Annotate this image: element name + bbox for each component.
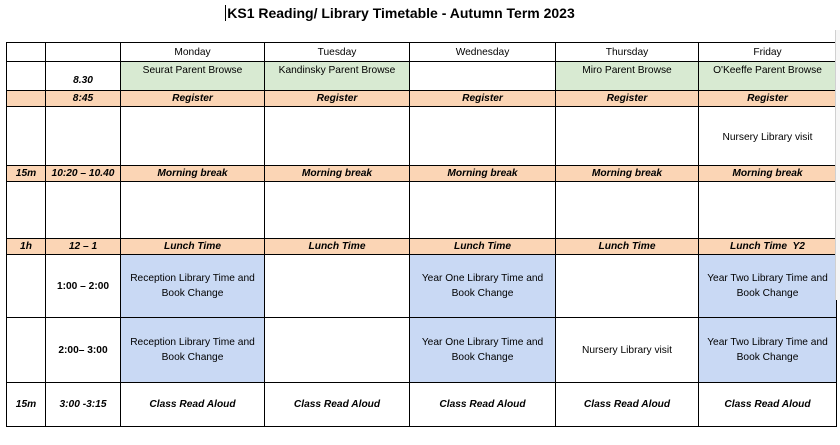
duration-cell: 15m: [7, 166, 46, 182]
activity-cell: [265, 318, 410, 383]
table-row: [7, 91, 837, 107]
table-row: [7, 318, 837, 383]
duration-cell: [7, 182, 46, 239]
activity-cell: [699, 182, 837, 239]
day-header-monday: Monday: [121, 43, 265, 62]
activity-cell: Morning break: [699, 166, 837, 182]
activity-cell: Lunch Time: [410, 239, 556, 255]
table-row: [7, 239, 837, 255]
time-cell: 8:45: [46, 91, 121, 107]
activity-cell: Class Read Aloud: [121, 383, 265, 427]
activity-cell: Register: [410, 91, 556, 107]
time-cell: 2:00– 3:00: [46, 318, 121, 383]
duration-cell: [7, 318, 46, 383]
activity-cell: Lunch Time: [556, 239, 699, 255]
day-header-friday: Friday: [699, 43, 837, 62]
activity-cell: Register: [556, 91, 699, 107]
activity-cell: Reception Library Time and Book Change: [121, 255, 265, 318]
table-row: [7, 62, 837, 91]
activity-cell: [265, 255, 410, 318]
duration-cell: [7, 62, 46, 91]
activity-cell: Seurat Parent Browse: [121, 62, 265, 91]
activity-cell: Lunch Time: [121, 239, 265, 255]
duration-cell: [7, 107, 46, 166]
activity-cell: Register: [699, 91, 837, 107]
header-blank: [46, 43, 121, 62]
activity-cell: Morning break: [265, 166, 410, 182]
activity-cell: Lunch Time Y2: [699, 239, 837, 255]
activity-cell: Class Read Aloud: [265, 383, 410, 427]
header-row: [7, 43, 837, 62]
time-cell: 3:00 -3:15: [46, 383, 121, 427]
activity-cell: Year One Library Time and Book Change: [410, 255, 556, 318]
duration-cell: [7, 255, 46, 318]
activity-cell: Nursery Library visit: [699, 107, 837, 166]
activity-cell: [265, 182, 410, 239]
activity-cell: O'Keeffe Parent Browse: [699, 62, 837, 91]
activity-cell: Class Read Aloud: [556, 383, 699, 427]
scrollbar[interactable]: [835, 30, 840, 300]
document-title: [0, 5, 800, 21]
activity-cell: Year One Library Time and Book Change: [410, 318, 556, 383]
day-header-wednesday: Wednesday: [410, 43, 556, 62]
duration-cell: [7, 91, 46, 107]
activity-cell: Class Read Aloud: [699, 383, 837, 427]
activity-cell: Class Read Aloud: [410, 383, 556, 427]
time-cell: 8.30: [46, 62, 121, 91]
table-row: [7, 255, 837, 318]
activity-cell: Reception Library Time and Book Change: [121, 318, 265, 383]
activity-cell: Year Two Library Time and Book Change: [699, 255, 837, 318]
time-cell: [46, 107, 121, 166]
activity-cell: Miro Parent Browse: [556, 62, 699, 91]
activity-cell: [121, 182, 265, 239]
table-row: [7, 383, 837, 427]
activity-cell: Year Two Library Time and Book Change: [699, 318, 837, 383]
activity-cell: [556, 107, 699, 166]
title-text: KS1 Reading/ Library Timetable - Autumn Term 2023: [227, 5, 575, 21]
time-cell: 12 – 1: [46, 239, 121, 255]
activity-cell: Morning break: [121, 166, 265, 182]
activity-cell: Register: [121, 91, 265, 107]
activity-cell: [265, 107, 410, 166]
time-cell: 1:00 – 2:00: [46, 255, 121, 318]
activity-cell: [556, 182, 699, 239]
activity-cell: [556, 255, 699, 318]
time-cell: [46, 182, 121, 239]
activity-cell: [121, 107, 265, 166]
activity-cell: Morning break: [556, 166, 699, 182]
activity-cell: Register: [265, 91, 410, 107]
activity-cell: [410, 182, 556, 239]
activity-cell: [410, 62, 556, 91]
time-cell: 10:20 – 10.40: [46, 166, 121, 182]
day-header-tuesday: Tuesday: [265, 43, 410, 62]
table-row: [7, 107, 837, 166]
table-row: [7, 182, 837, 239]
duration-cell: 15m: [7, 383, 46, 427]
activity-cell: Morning break: [410, 166, 556, 182]
activity-cell: [410, 107, 556, 166]
activity-cell: Nursery Library visit: [556, 318, 699, 383]
activity-cell: Lunch Time: [265, 239, 410, 255]
header-blank: [7, 43, 46, 62]
activity-cell: Kandinsky Parent Browse: [265, 62, 410, 91]
day-header-thursday: Thursday: [556, 43, 699, 62]
timetable: [6, 42, 837, 427]
table-row: [7, 166, 837, 182]
duration-cell: 1h: [7, 239, 46, 255]
